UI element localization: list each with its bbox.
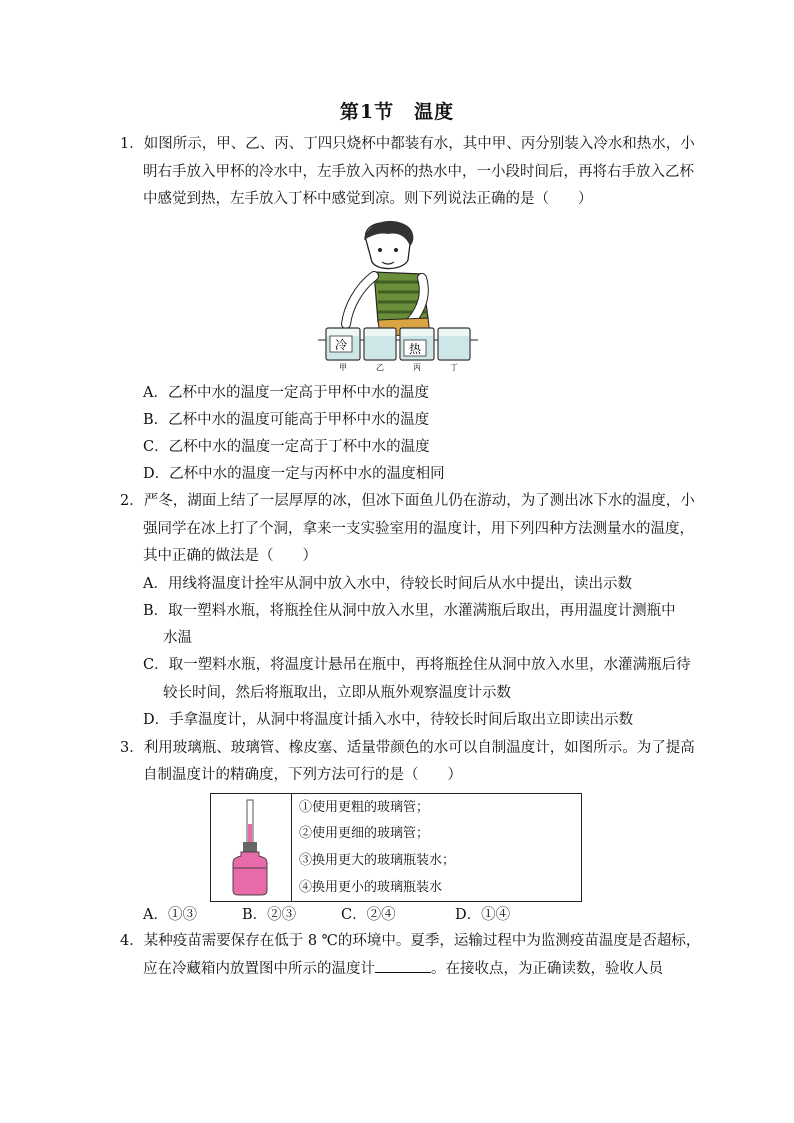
q3-option-d[interactable]: D．①④ bbox=[455, 907, 511, 923]
q4-stem-line-1: 4．某种疫苗需要保存在低于 8 ℃的环境中。夏季，运输过程中为监测疫苗温度是否超标， bbox=[120, 933, 701, 949]
q2-option-b-cont: 水温 bbox=[163, 630, 192, 646]
beaker-name-ding: 丁 bbox=[450, 363, 458, 372]
q1-option-c[interactable]: C．乙杯中水的温度一定高于丁杯中水的温度 bbox=[143, 439, 430, 455]
beaker-yi bbox=[364, 328, 396, 360]
q3-method-2: ②使用更细的玻璃管； bbox=[299, 826, 430, 841]
beaker-jia bbox=[326, 328, 360, 360]
q1-stem-line-3: 中感觉到热，左手放入丁杯中感觉到凉。则下列说法正确的是（ ） bbox=[143, 191, 593, 207]
table-divider bbox=[291, 794, 292, 901]
beaker-name-yi: 乙 bbox=[376, 363, 384, 372]
q3-method-1: ①使用更粗的玻璃管； bbox=[299, 800, 430, 815]
q2-option-c-cont: 较长时间，然后将瓶取出，立即从瓶外观察温度计示数 bbox=[163, 685, 511, 701]
hot-label: 热 bbox=[408, 342, 422, 356]
q3-stem-line-2: 自制温度计的精确度，下列方法可行的是（ ） bbox=[143, 767, 462, 783]
q1-stem-line-1: 1．如图所示，甲、乙、丙、丁四只烧杯中都装有水，其中甲、丙分别装入冷水和热水，小 bbox=[120, 136, 695, 152]
q3-method-4: ④换用更小的玻璃瓶装水 bbox=[299, 880, 443, 895]
q2-option-c[interactable]: C．取一塑料水瓶，将温度计悬吊在瓶中，再将瓶拴住从洞中放入水里，水灌满瓶后待 bbox=[143, 657, 691, 673]
q1-option-b[interactable]: B．乙杯中水的温度可能高于甲杯中水的温度 bbox=[143, 412, 430, 428]
q1-stem-line-2: 明右手放入甲杯的冷水中，左手放入丙杯的热水中，一小段时间后，再将右手放入乙杯 bbox=[143, 164, 694, 180]
beaker-ding bbox=[438, 328, 470, 360]
q4-stem-after-blank: 。在接收点，为正确读数，验收人员 bbox=[431, 961, 663, 977]
q3-option-b[interactable]: B．②③ bbox=[242, 907, 297, 923]
q2-option-b[interactable]: B．取一塑料水瓶，将瓶拴住从洞中放入水里，水灌满瓶后取出，再用温度计测瓶中 bbox=[143, 603, 676, 619]
beaker-bing bbox=[400, 328, 434, 360]
q1-beakers-figure bbox=[318, 218, 478, 374]
beaker-name-jia: 甲 bbox=[339, 363, 347, 372]
q2-option-a[interactable]: A．用线将温度计拴牢从洞中放入水中，待较长时间后从水中提出，读出示数 bbox=[143, 576, 632, 592]
q4-answer-blank[interactable] bbox=[375, 958, 431, 973]
q2-stem-line-1: 2．严冬，湖面上结了一层厚厚的冰，但冰下面鱼儿仍在游动，为了测出冰下水的温度，小 bbox=[120, 493, 695, 509]
q1-option-a[interactable]: A．乙杯中水的温度一定高于甲杯中水的温度 bbox=[143, 385, 429, 401]
homemade-thermometer-icon bbox=[211, 794, 291, 901]
q2-stem-line-3: 其中正确的做法是（ ） bbox=[143, 548, 317, 564]
q4-stem-line-2 bbox=[143, 958, 663, 979]
cold-label: 冷 bbox=[334, 338, 348, 352]
q2-option-d[interactable]: D．手拿温度计，从洞中将温度计插入水中，待较长时间后取出立即读出示数 bbox=[143, 712, 634, 728]
q1-option-d[interactable]: D．乙杯中水的温度一定与丙杯中水的温度相同 bbox=[143, 466, 445, 482]
beaker-name-bing: 丙 bbox=[413, 363, 421, 372]
q3-stem-line-1: 3．利用玻璃瓶、玻璃管、橡皮塞、适量带颜色的水可以自制温度计，如图所示。为了提高 bbox=[120, 740, 695, 756]
q4-stem-before-blank: 应在冷藏箱内放置图中所示的温度计 bbox=[143, 961, 375, 977]
q3-method-table bbox=[210, 793, 582, 902]
boy-illustration bbox=[346, 221, 430, 336]
q3-option-c[interactable]: C．②④ bbox=[341, 907, 396, 923]
q3-option-a[interactable]: A．①③ bbox=[143, 907, 197, 923]
page-title: 第1节 温度 bbox=[339, 101, 455, 123]
q3-method-3: ③换用更大的玻璃瓶装水； bbox=[299, 853, 456, 868]
q2-stem-line-2: 强同学在冰上打了个洞，拿来一支实验室用的温度计，用下列四种方法测量水的温度， bbox=[143, 521, 694, 537]
